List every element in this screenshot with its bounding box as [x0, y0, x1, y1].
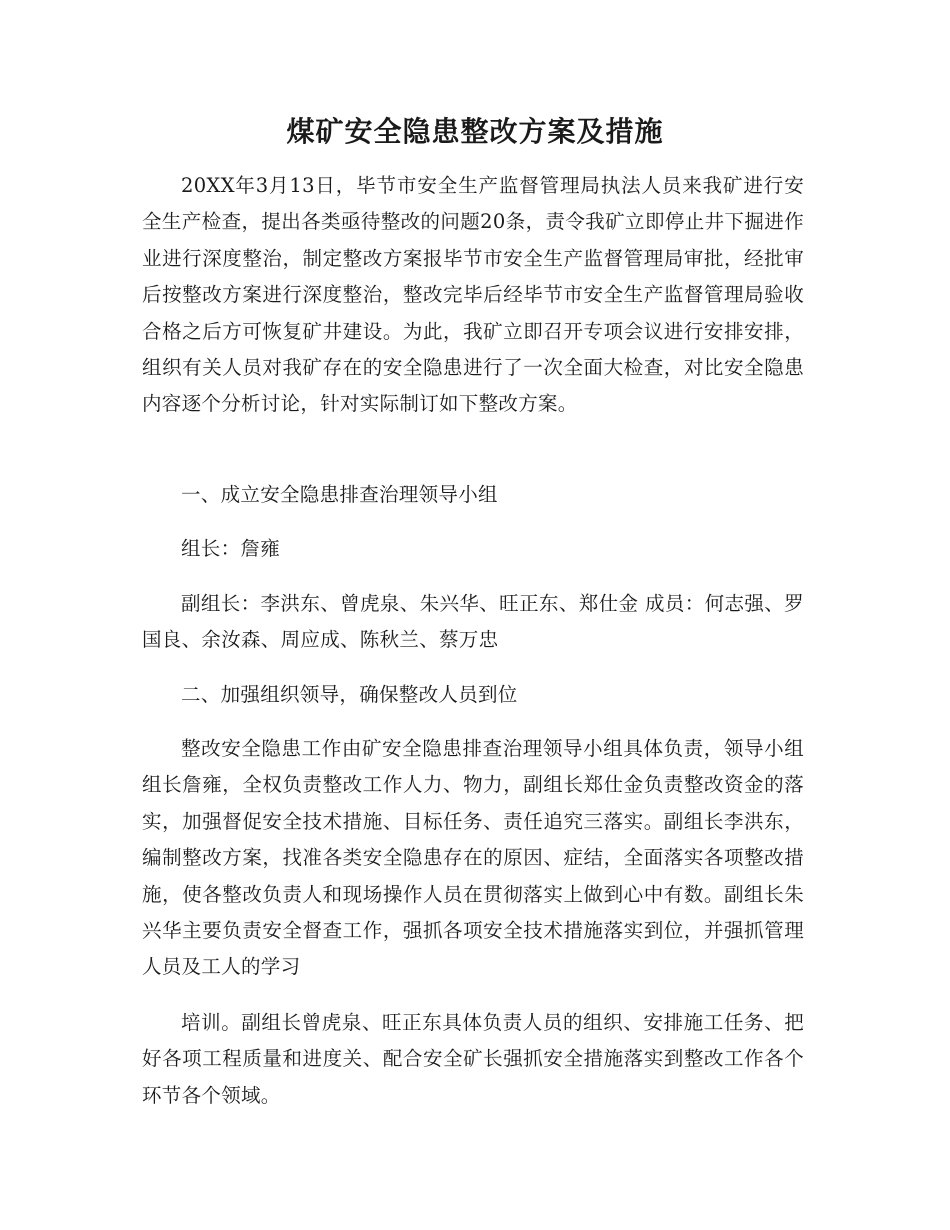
group-leader-line: 组长：詹雍: [181, 537, 281, 560]
document-title: 煤矿安全隐患整改方案及措施: [286, 115, 664, 148]
section-heading-2: 二、加强组织领导，确保整改人员到位: [181, 683, 518, 706]
section-heading-1: 一、成立安全隐患排查治理领导小组: [181, 483, 498, 506]
group-members-paragraph: 副组长：李洪东、曾虎泉、朱兴华、旺正东、郑仕金 成员：何志强、罗国良、余汝森、周应成、陈秋兰、蔡万忠: [142, 592, 804, 652]
intro-paragraph: 20XX年3月13日，毕节市安全生产监督管理局执法人员来我矿进行安全生产检查，提出各类亟待整改的问题20条，责令我矿立即停止井下掘进作业进行深度整治，制定整改方案报毕节市安全生产监督管理局审批，经批审后按整改方案进行深度整治，整改完毕后经毕节市安全生产监督管理局验收合格之后方可恢复矿井建设。为此，我矿立即召开专项会议进行安排安排，组织有关人员对我矿存在的安全隐患进行了一次全面大检查，对比安全隐患内容逐个分析讨论，针对实际制订如下整改方案。: [142, 174, 804, 416]
training-paragraph: 培训。副组长曾虎泉、旺正东具体负责人员的组织、安排施工任务、把好各项工程质量和进度关、配合安全矿长强抓安全措施落实到整改工作各个环节各个领域。: [142, 1011, 804, 1107]
responsibility-paragraph: 整改安全隐患工作由矿安全隐患排查治理领导小组具体负责，领导小组组长詹雍，全权负责整改工作人力、物力，副组长郑仕金负责整改资金的落实，加强督促安全技术措施、目标任务、责任追究三落实。副组长李洪东，编制整改方案，找准各类安全隐患存在的原因、症结，全面落实各项整改措施，使各整改负责人和现场操作人员在贯彻落实上做到心中有数。副组长朱兴华主要负责安全督查工作，强抓各项安全技术措施落实到位，并强抓管理人员及工人的学习: [142, 737, 804, 979]
